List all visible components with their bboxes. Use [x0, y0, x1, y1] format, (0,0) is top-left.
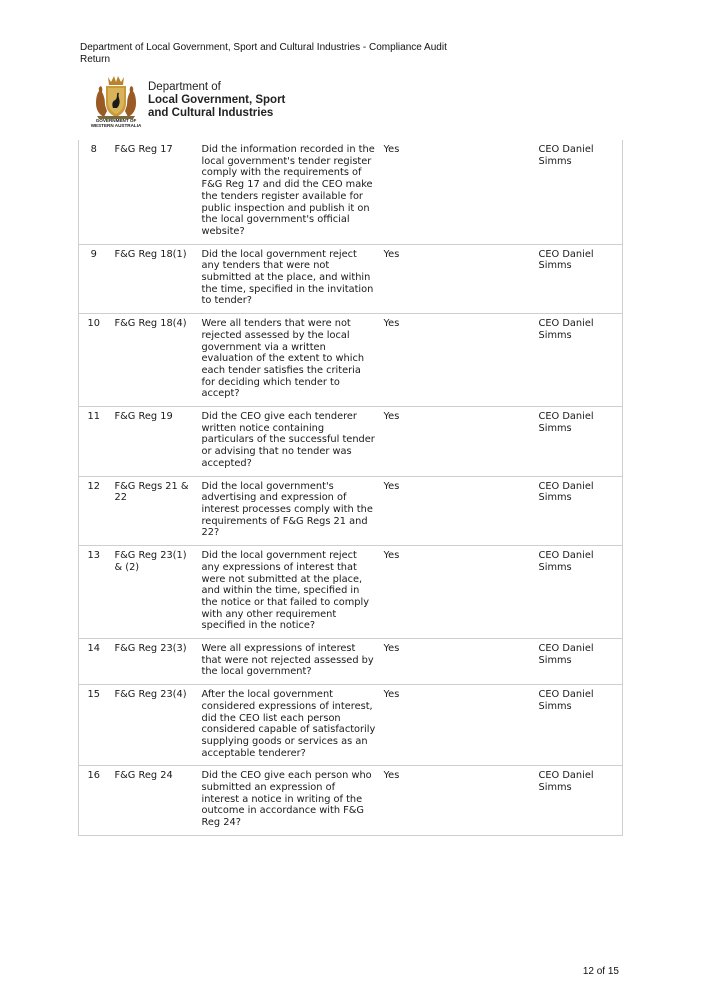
audit-question: Did the information recorded in the local government's tender register comply with the requirements of F&G Reg 17 and did the CEO make the tenders register available for public inspection and publish it on the local government's official website?: [198, 140, 380, 244]
response-value: Yes: [380, 407, 535, 477]
response-value: Yes: [380, 244, 535, 314]
table-row: [79, 314, 623, 407]
response-value: Yes: [380, 314, 535, 407]
row-number: 16: [79, 766, 111, 836]
regulation-reference: F&G Reg 19: [111, 407, 198, 477]
table-row: [79, 140, 623, 244]
table-row: [79, 639, 623, 685]
table-row: [79, 685, 623, 766]
row-number: 10: [79, 314, 111, 407]
regulation-reference: F&G Reg 17: [111, 140, 198, 244]
respondent-name: CEO Daniel Simms: [535, 546, 623, 639]
regulation-reference: F&G Reg 23(3): [111, 639, 198, 685]
row-number: 13: [79, 546, 111, 639]
table-row: [79, 546, 623, 639]
response-value: Yes: [380, 685, 535, 766]
row-number: 9: [79, 244, 111, 314]
crest-caption-line2: WESTERN AUSTRALIA: [90, 123, 142, 129]
regulation-reference: F&G Reg 18(4): [111, 314, 198, 407]
response-value: Yes: [380, 140, 535, 244]
document-title: Department of Local Government, Sport and Cultural Industries - Compliance Audit Return: [80, 42, 447, 65]
regulation-reference: F&G Reg 23(4): [111, 685, 198, 766]
audit-question: Did the CEO give each person who submitted an expression of interest a notice in writing of the outcome in accordance with F&G Reg 24?: [198, 766, 380, 836]
respondent-name: CEO Daniel Simms: [535, 639, 623, 685]
audit-question: After the local government considered expressions of interest, did the CEO list each person considered capable of satisfactorily supplying goods or services as an acceptable tenderer?: [198, 685, 380, 766]
crest-caption-line1: GOVERNMENT OF: [95, 118, 137, 123]
regulation-reference: F&G Reg 24: [111, 766, 198, 836]
audit-question: Did the local government reject any expressions of interest that were not submitted at the place, and within the time, specified in the notice or that failed to comply with any other requirement specified in the notice?: [198, 546, 380, 639]
audit-question: Did the local government's advertising and expression of interest processes comply with the requirements of F&G Regs 21 and 22?: [198, 476, 380, 546]
crest-caption: [84, 118, 148, 129]
audit-question: Were all tenders that were not rejected assessed by the local government via a written evaluation of the extent to which each tender satisfies the criteria for deciding which tender to accept?: [198, 314, 380, 407]
response-value: Yes: [380, 546, 535, 639]
respondent-name: CEO Daniel Simms: [535, 244, 623, 314]
audit-question: Did the local government reject any tenders that were not submitted at the place, and within the time, specified in the invitation to tender?: [198, 244, 380, 314]
respondent-name: CEO Daniel Simms: [535, 140, 623, 244]
audit-table-body: [79, 140, 623, 835]
respondent-name: CEO Daniel Simms: [535, 766, 623, 836]
response-value: Yes: [380, 476, 535, 546]
audit-question: Did the CEO give each tenderer written notice containing particulars of the successful tender or advising that no tender was accepted?: [198, 407, 380, 477]
respondent-name: CEO Daniel Simms: [535, 476, 623, 546]
table-row: [79, 244, 623, 314]
respondent-name: CEO Daniel Simms: [535, 314, 623, 407]
department-name: [148, 81, 298, 120]
compliance-audit-table: [78, 140, 623, 836]
regulation-reference: F&G Regs 21 & 22: [111, 476, 198, 546]
regulation-reference: F&G Reg 23(1) & (2): [111, 546, 198, 639]
row-number: 14: [79, 639, 111, 685]
regulation-reference: F&G Reg 18(1): [111, 244, 198, 314]
row-number: 12: [79, 476, 111, 546]
page-number: 12 of 15: [582, 966, 619, 977]
response-value: Yes: [380, 766, 535, 836]
table-row: [79, 766, 623, 836]
respondent-name: CEO Daniel Simms: [535, 407, 623, 477]
respondent-name: CEO Daniel Simms: [535, 685, 623, 766]
row-number: 15: [79, 685, 111, 766]
row-number: 8: [79, 140, 111, 244]
row-number: 11: [79, 407, 111, 477]
response-value: Yes: [380, 639, 535, 685]
department-logo: [84, 73, 294, 133]
department-name-line1: Department of: [148, 81, 221, 93]
table-row: [79, 476, 623, 546]
department-name-line3: and Cultural Industries: [148, 107, 274, 119]
audit-question: Were all expressions of interest that were not rejected assessed by the local government?: [198, 639, 380, 685]
table-row: [79, 407, 623, 477]
department-name-line2: Local Government, Sport: [148, 94, 286, 106]
